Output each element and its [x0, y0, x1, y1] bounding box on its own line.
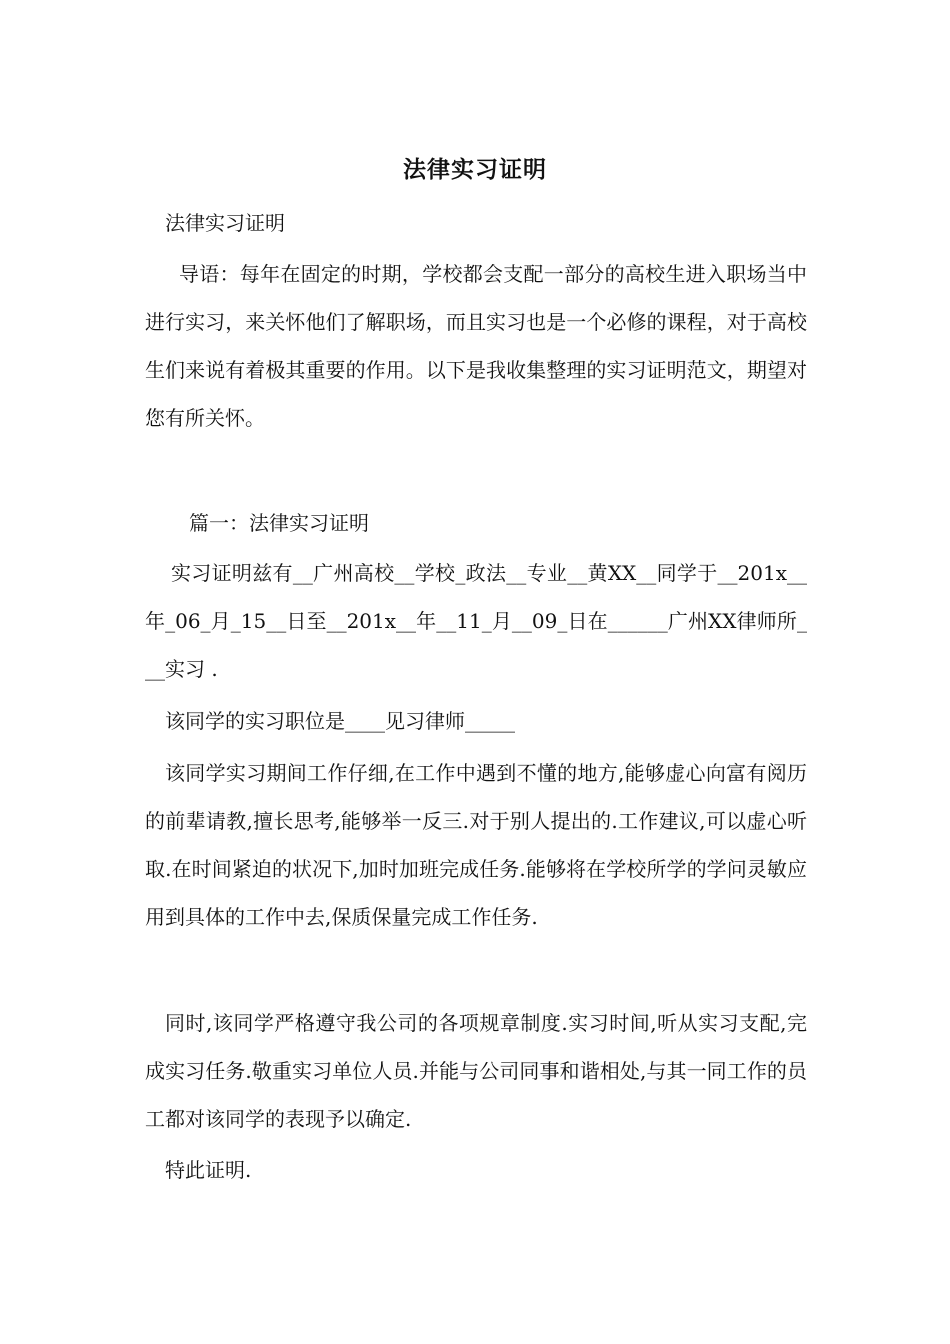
document-title: 法律实习证明: [403, 156, 547, 183]
closing-line: 特此证明.: [165, 1158, 252, 1182]
section-heading: 篇一：法律实习证明: [189, 511, 369, 535]
conduct-paragraph: 同时,该同学严格遵守我公司的各项规章制度.实习时间,听从实习支配,完成实习任务.敬重实习单位人员.并能与公司同事和谐相处,与其一同工作的员工都对该同学的表现予以确定.: [145, 1011, 807, 1131]
intro-paragraph: 导语：每年在固定的时期，学校都会支配一部分的高校生进入职场当中进行实习，来关怀他们了解职场，而且实习也是一个必修的课程，对于高校生们来说有着极其重要的作用。以下是我收集整理的实习证明范文，期望对您有所关怀。: [145, 262, 807, 430]
performance-paragraph: 该同学实习期间工作仔细,在工作中遇到不懂的地方,能够虚心向富有阅历的前辈请教,擅长思考,能够举一反三.对于别人提出的.工作建议,可以虚心听取.在时间紧迫的状况下,加时加班完成任务.能够将在学校所学的学问灵敏应用到具体的工作中去,保质保量完成工作任务.: [145, 761, 807, 929]
document-subtitle: 法律实习证明: [165, 211, 285, 235]
position-line: 该同学的实习职位是____见习律师_____: [165, 709, 515, 733]
certificate-paragraph: 实习证明兹有__广州高校__学校_政法__专业__黄XX__同学于__201x__年_06_月_15__日至__201x__年__11_月__09_日在______广州XX律师所___实习 .: [145, 561, 807, 681]
